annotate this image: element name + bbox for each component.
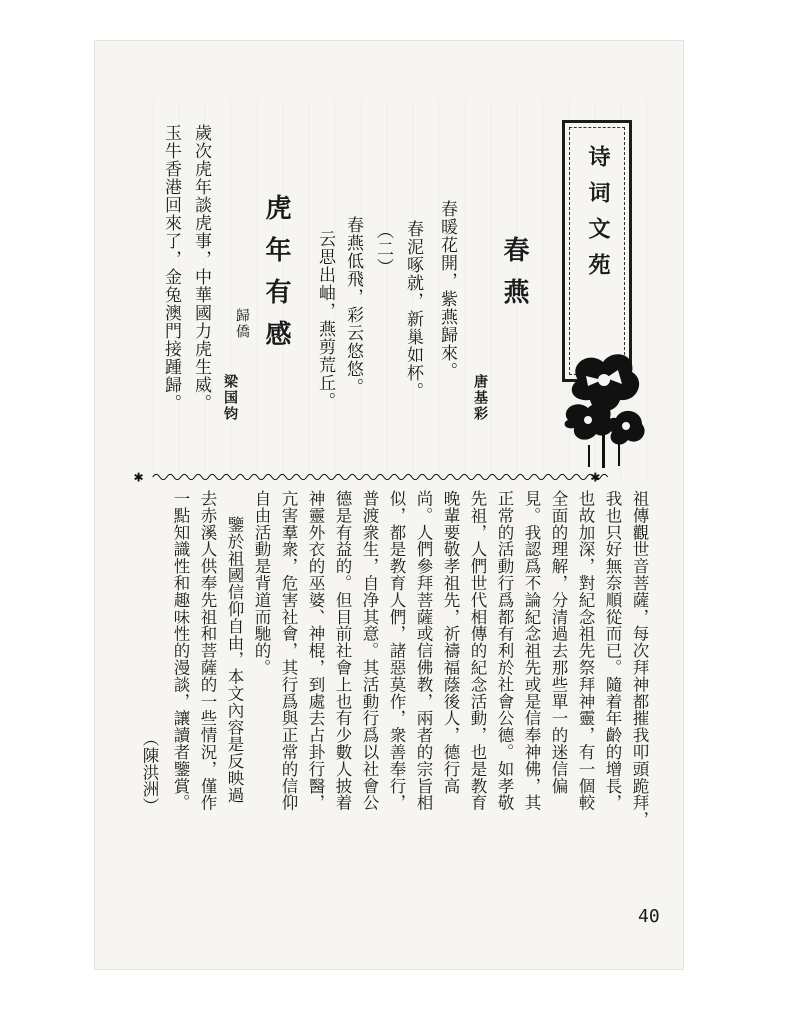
decorative-divider [106,470,630,484]
poem2-author-label: 歸僑 [234,308,250,340]
book-page [94,40,684,970]
poem2-title: 虎年有感 [261,194,291,362]
article-col-2: 我也只好無奈順從而已。隨着年齡的增長， [603,490,622,812]
article-col-12: 德是有益的。但目前社會上也有少數人披着 [333,490,352,812]
poem2-line-2: 玉牛香港回來了，金兔澳門接踵歸。 [161,124,181,412]
article-col-5: 見。我認爲不論紀念祖先或是信奉神佛，其 [522,490,541,812]
article-col-16: 鑒於祖國信仰自由，本文內容是反映過 [225,516,244,804]
poem1-line-1: 春暖花開，紫燕歸來。 [437,200,457,380]
flower-illustration-icon [558,340,650,470]
poem1-line-5: 云思出岫，燕剪荒丘。 [315,230,335,410]
article-col-13: 神靈外衣的巫婆、神棍，到處去占卦行醫， [306,490,325,812]
poem1-line-2: 春泥啄就，新巢如杯。 [403,220,423,400]
article-col-8: 晚輩要敬孝祖先，祈禱福蔭後人，德行高 [441,490,460,795]
article-col-7: 先祖，人們世代相傳的紀念活動，也是教育 [468,490,487,812]
poem1-author: 唐基彩 [472,374,488,422]
article-col-11: 普渡衆生，自净其意。其活動行爲以社會公 [360,490,379,812]
poem1-title: 春燕 [499,236,529,320]
svg-text:✱: ✱ [590,470,601,484]
article-col-14: 亢害羣衆，危害社會，其行爲與正常的信仰 [279,490,298,812]
article-col-4: 全面的理解，分清過去那些單一的迷信偏 [549,490,568,795]
poem2-author: 梁国钧 [222,374,238,422]
poem2-line-1: 歲次虎年談虎事，中華國力虎生威。 [191,124,211,412]
article-col-3: 也故加深，對紀念祖先祭拜神靈，有一個較 [576,490,595,812]
article-col-15: 自由活動是背道而馳的。 [252,490,271,676]
article-col-17: 去赤溪人供奉先祖和菩薩的一些情況，僅作 [198,490,217,812]
article-col-9: 尚。人們參拜菩薩或信佛教，兩者的宗旨相 [414,490,433,812]
svg-text:✱: ✱ [133,470,144,484]
poem1-line-3: （二） [373,222,393,276]
article-col-6: 正常的活動行爲都有利於社會公德。如孝敬 [495,490,514,812]
section-title: 诗词文苑 [585,145,611,289]
article-col-1: 祖傳觀世音菩薩，每次拜神都摧我叩頭跪拜， [630,490,649,828]
article-signature: （陳洪洲） [140,730,159,815]
article-col-10: 似，都是教育人們，諸惡莫作，衆善奉行， [387,490,406,812]
poem1-line-4: 春燕低飛，彩云悠悠。 [343,216,363,396]
article-col-18: 一點知識性和趣味性的漫談，讓讀者鑒賞。 [171,490,190,812]
page-number: 40 [638,906,660,927]
